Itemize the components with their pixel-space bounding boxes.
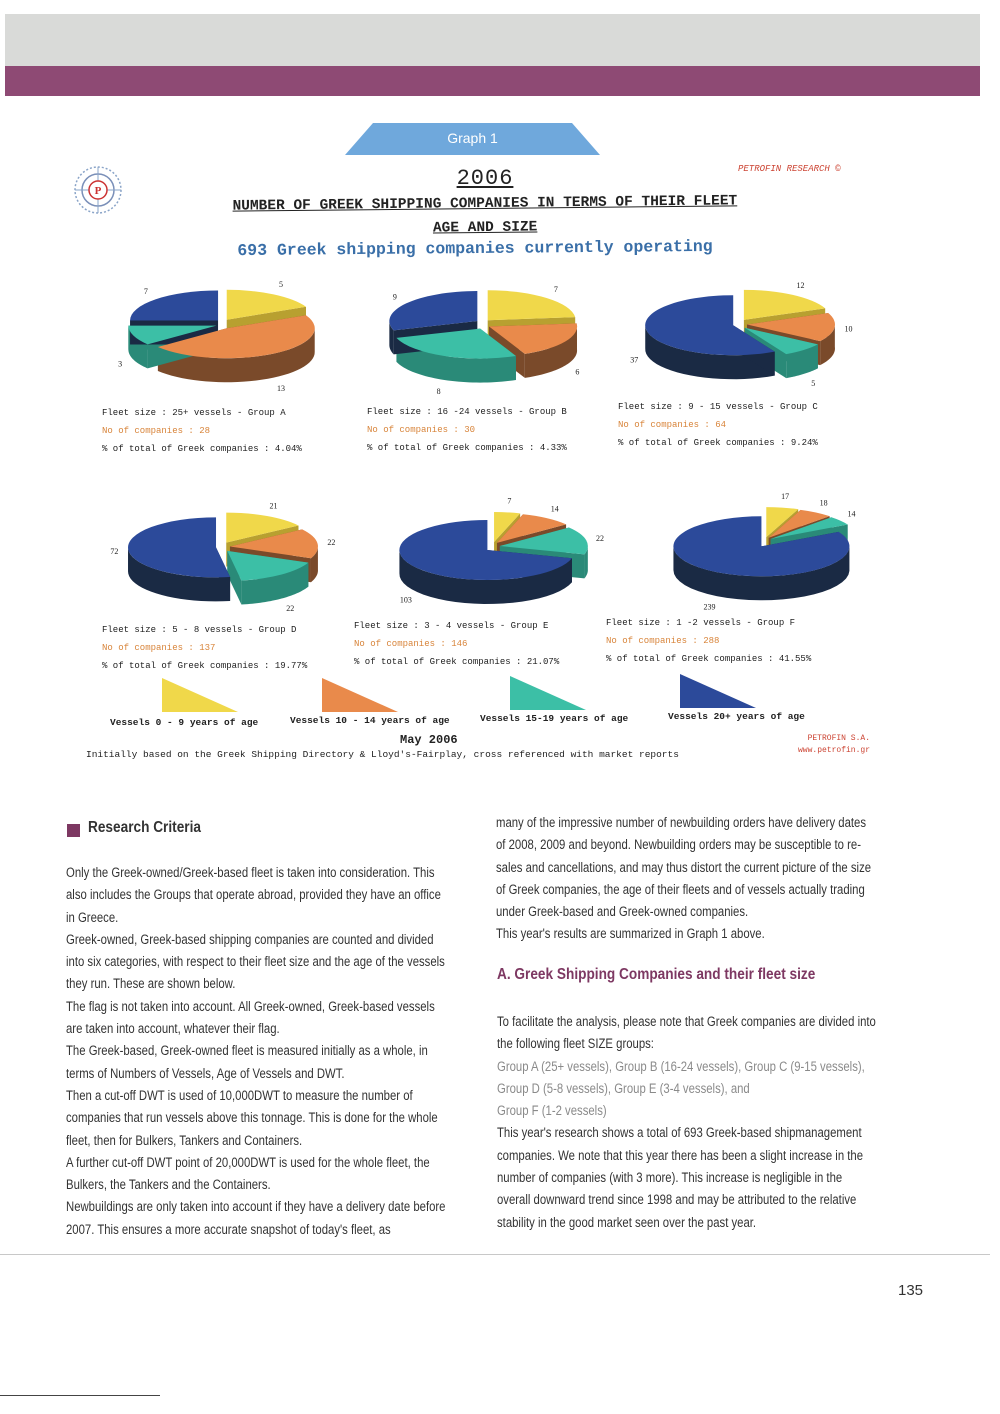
chart-title-line2: AGE AND SIZE: [432, 219, 538, 237]
legend-label-0-9: Vessels 0 - 9 years of age: [110, 717, 259, 728]
group-list-item: Group C (9-15 vessels),: [744, 1058, 865, 1074]
research-body: [66, 862, 449, 1241]
research-heading: Research Criteria: [88, 819, 201, 836]
group-percentage: % of total of Greek companies : 19.77%: [102, 661, 308, 671]
footer-rule: [0, 1254, 990, 1255]
legend-swatch-10-14: [320, 676, 400, 714]
slice-value-label: 22: [327, 538, 336, 548]
group-percentage: % of total of Greek companies : 4.33%: [367, 443, 567, 453]
company-name: PETROFIN S.A.: [807, 734, 870, 743]
group-percentage: % of total of Greek companies : 41.55%: [606, 654, 812, 664]
legend-label-15-19: Vessels 15-19 years of age: [480, 713, 629, 724]
group-b-info: [367, 403, 607, 457]
group-fleet-size: Fleet size : 1 -2 vessels - Group F: [606, 618, 796, 628]
group-fleet-size: Fleet size : 5 - 8 vessels - Group D: [102, 625, 297, 635]
group-list: [497, 1056, 878, 1123]
group-d-info: [102, 621, 342, 675]
graph-tab: [345, 123, 600, 155]
research-paragraph: A further cut-off DWT point of 20,000DWT is used for the whole fleet, the Bulkers, the Tankers and the Containers.: [66, 1154, 430, 1193]
slice-value-label: 37: [630, 355, 639, 365]
slice-value-label: 21: [269, 501, 278, 511]
group-c-info: [618, 398, 858, 452]
body-paragraph: many of the impressive number of newbuilding orders have delivery dates of 2008, 2009 and beyond. Newbuilding orders may be susceptible to re-sales and cancellations, and may thus distort the current picture of the size of Greek companies, the age of their fleets and of vessels actually trading under Greek-based and Greek-owned companies.: [496, 815, 872, 920]
chart-subtitle: 693 Greek shipping companies currently operating: [237, 236, 713, 261]
body-paragraph: This year's research shows a total of 693 Greek-based shipmanagement companies. We note that this year there has been a slight increase in the number of companies (with 3 more). This increase is negligible in the overall downward trend since 1998 and may be attributed to the relative stability in the good market seen over the past year.: [497, 1125, 864, 1230]
pie-chart-group-d: [98, 501, 348, 615]
body-paragraph: To facilitate the analysis, please note that Greek companies are divided into the following fleet SIZE groups:: [497, 1014, 876, 1052]
petrofin-logo-icon: [72, 164, 124, 216]
slice-value-label: 239: [703, 602, 716, 612]
pie-chart-group-b: [358, 282, 608, 396]
group-company-count: No of companies : 137: [102, 643, 216, 653]
slice-value-label: 7: [553, 285, 558, 295]
group-fleet-size: Fleet size : 9 - 15 vessels - Group C: [618, 402, 818, 412]
bottom-edge-line: [0, 1395, 160, 1396]
body-paragraph: This year's results are summarized in Graph 1 above.: [496, 926, 765, 942]
slice-value-label: 5: [811, 378, 816, 388]
header-accent-bar: [5, 66, 980, 96]
graph-tab-label: Graph 1: [447, 130, 498, 146]
slice-value-label: 7: [143, 286, 148, 296]
slice-value-label: 14: [847, 509, 856, 519]
pie-chart-group-e: [368, 496, 618, 615]
chart-year: 2006: [456, 166, 514, 191]
chart-title: [140, 188, 830, 243]
group-company-count: No of companies : 30: [367, 425, 476, 435]
group-e-info: [354, 617, 594, 671]
research-paragraph: Newbuildings are only taken into account if they have a delivery date before 2007. This ensures a more accurate snapshot of today's fleet, as: [66, 1199, 446, 1237]
group-a-info: [102, 404, 342, 458]
slice-value-label: 10: [844, 324, 853, 334]
group-list-item: Group D (5-8 vessels),: [497, 1080, 612, 1096]
slice-value-label: 13: [276, 383, 285, 393]
right-column-body: [497, 1011, 878, 1234]
svg-text:P: P: [94, 185, 102, 197]
research-credit: PETROFIN RESEARCH ©: [738, 164, 841, 174]
research-paragraph: Greek-owned, Greek-based shipping companies are counted and divided into six categories, with respect to their fleet size and the age of the vessels they run. These are shown below.: [66, 931, 445, 992]
slice-value-label: 22: [595, 533, 604, 543]
group-fleet-size: Fleet size : 25+ vessels - Group A: [102, 408, 286, 418]
group-fleet-size: Fleet size : 16 -24 vessels - Group B: [367, 407, 567, 417]
slice-value-label: 72: [110, 546, 119, 556]
research-paragraph: Then a cut-off DWT is used of 10,000DWT to measure the number of companies that run vessels above this tonnage. This is done for the whole fleet, then for Bulkers, Tankers and Containers.: [66, 1087, 438, 1148]
company-credit: [760, 733, 870, 757]
group-list-item: Group B (16-24 vessels),: [615, 1058, 742, 1074]
group-list-item: Group F (1-2 vessels): [497, 1103, 607, 1119]
group-list-item: Group A (25+ vessels),: [497, 1058, 613, 1074]
group-percentage: % of total of Greek companies : 9.24%: [618, 438, 818, 448]
slice-value-label: 6: [575, 367, 580, 377]
group-company-count: No of companies : 28: [102, 426, 211, 436]
group-percentage: % of total of Greek companies : 21.07%: [354, 657, 560, 667]
section-a-heading: A. Greek Shipping Companies and their fleet size: [497, 966, 816, 983]
chart-title-line1: NUMBER OF GREEK SHIPPING COMPANIES IN TERMS OF THEIR FLEET: [232, 193, 738, 215]
slice-value-label: 8: [436, 386, 441, 396]
section-marker-icon: [67, 824, 80, 837]
group-fleet-size: Fleet size : 3 - 4 vessels - Group E: [354, 621, 549, 631]
legend-label-20-plus: Vessels 20+ years of age: [668, 711, 805, 722]
right-column-intro: [496, 812, 877, 946]
legend-swatch-15-19: [508, 674, 588, 712]
slice-value-label: 17: [781, 491, 790, 501]
legend-swatch-20-plus: [678, 672, 758, 710]
legend-swatch-0-9: [160, 676, 240, 714]
group-f-info: [606, 614, 846, 668]
chart-date: May 2006: [400, 733, 458, 747]
slice-value-label: 12: [796, 280, 805, 290]
slice-value-label: 9: [392, 292, 397, 302]
group-company-count: No of companies : 146: [354, 639, 468, 649]
research-paragraph: The flag is not taken into account. All Greek-owned, Greek-based vessels are taken into account, whatever their flag.: [66, 998, 435, 1037]
company-website[interactable]: www.petrofin.gr: [797, 746, 870, 755]
slice-value-label: 5: [278, 280, 283, 290]
slice-value-label: 18: [819, 498, 828, 508]
legend-label-10-14: Vessels 10 - 14 years of age: [290, 715, 450, 726]
header-gray-band: [5, 14, 980, 72]
pie-chart-group-a: [98, 282, 348, 392]
slice-age-0-9: [488, 290, 576, 320]
research-paragraph: The Greek-based, Greek-owned fleet is measured initially as a whole, in terms of Numbers of Vessels, Age of Vessels and DWT.: [66, 1043, 428, 1081]
chart-source-note: Initially based on the Greek Shipping Directory & Lloyd's-Fairplay, cross referenced with market reports: [86, 749, 679, 760]
pie-chart-group-f: [640, 491, 890, 612]
group-list-item: Group E (3-4 vessels), and: [614, 1080, 750, 1096]
group-company-count: No of companies : 288: [606, 636, 720, 646]
slice-value-label: 14: [550, 504, 559, 514]
slice-value-label: 7: [507, 496, 512, 506]
slice-value-label: 103: [399, 595, 412, 605]
group-company-count: No of companies : 64: [618, 420, 727, 430]
group-percentage: % of total of Greek companies : 4.04%: [102, 444, 302, 454]
pie-chart-group-c: [615, 282, 865, 392]
research-paragraph: Only the Greek-owned/Greek-based fleet is taken into consideration. This also includes the Groups that operate abroad, provided they have an office in Greece.: [66, 865, 441, 925]
slice-value-label: 22: [286, 603, 295, 613]
page-number: 135: [898, 1282, 924, 1299]
slice-value-label: 3: [118, 359, 123, 369]
